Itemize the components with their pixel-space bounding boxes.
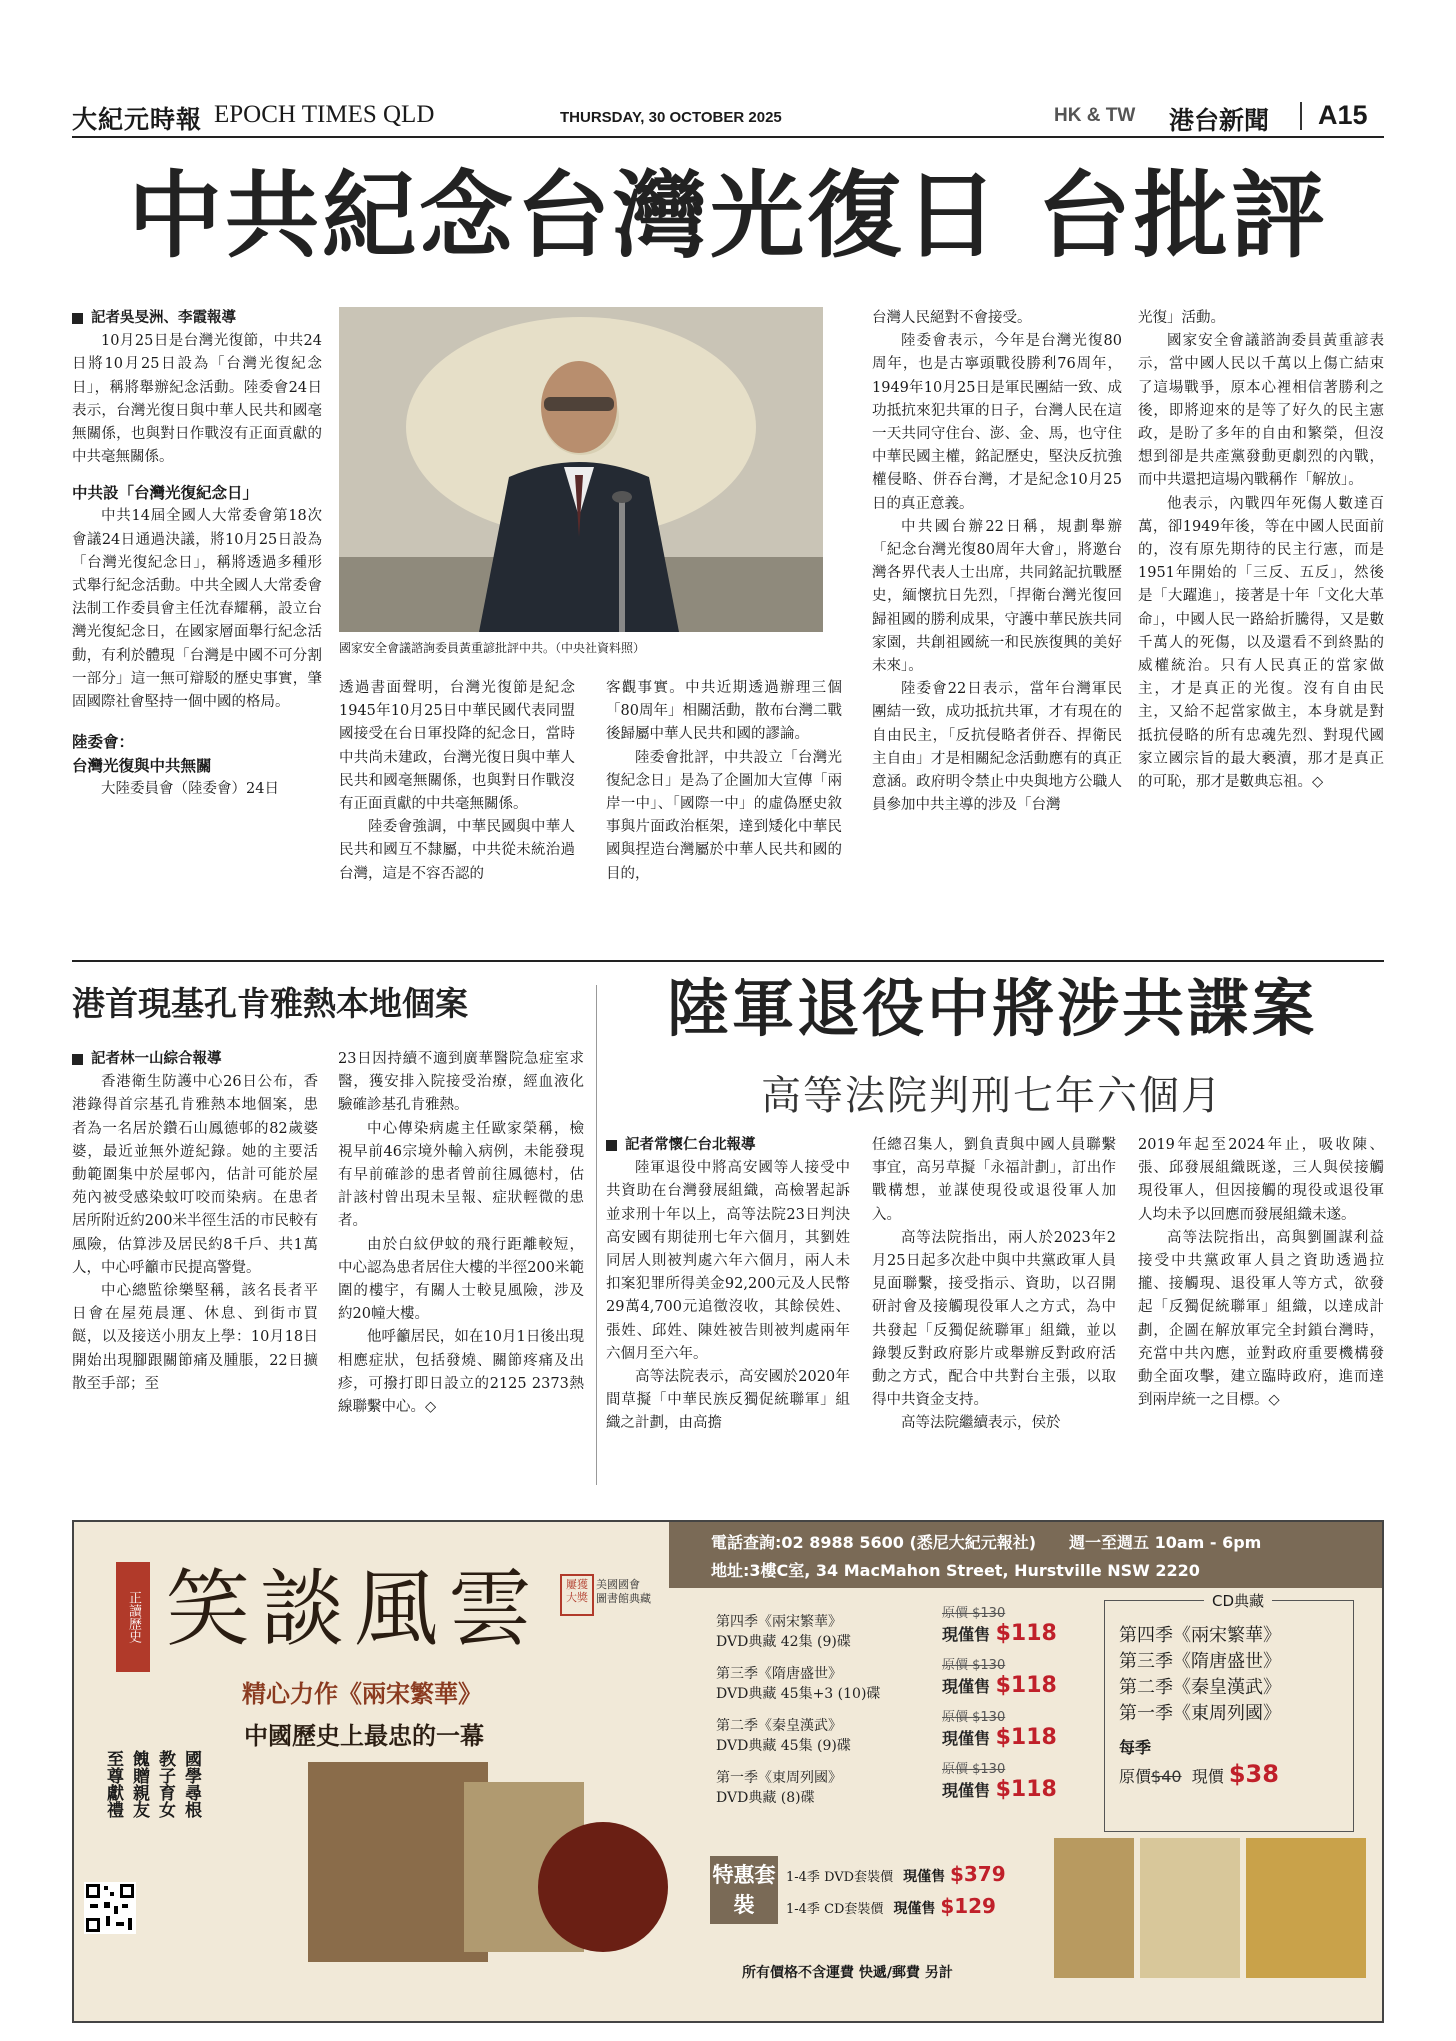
ad-phone: 電話查詢:02 8988 5600 (悉尼大紀元報社) xyxy=(711,1533,1037,1552)
ad-slogan-secondary: 中國歷史上最忠的一幕 xyxy=(244,1721,484,1750)
ad-set-prices xyxy=(786,1860,1006,1924)
ad-dvd-item xyxy=(716,1768,966,1820)
ad-set-price: $379 xyxy=(949,1862,1006,1886)
article1-col2 xyxy=(339,677,575,886)
ad-set-now-label: 現僅售 xyxy=(903,1869,946,1885)
ad-price-current: $118 xyxy=(995,1621,1057,1646)
article1-photo xyxy=(339,307,823,632)
ad-dvd-season: 第一季《東周列國》 xyxy=(716,1770,842,1786)
ad-title: 笑談風雲 xyxy=(166,1560,543,1658)
article2-paragraph: 由於白紋伊蚊的飛行距離較短，中心認為患者居住大樓的半徑200米範圍的樓宇，有關人士較見風險，涉及約20幢大樓。 xyxy=(338,1236,584,1323)
ad-price-original: 原價 $130 xyxy=(942,1710,1006,1725)
article1-paragraph: 陸委會批評，中共設立「台灣光復紀念日」是為了企圖加大宣傳「兩岸一中」、「國際一中」的虛偽歷史敘事與片面政治框架，達到矮化中華民國與捏造台灣屬於中華人民共和國的目的， xyxy=(606,749,842,882)
ad-award-seal: 屢獲大獎 xyxy=(560,1574,594,1616)
ad-cd-orig-price: $40 xyxy=(1151,1767,1182,1786)
ad-price-label: 現僅售 xyxy=(942,1729,991,1748)
article1-paragraph: 陸委會表示，今年是台灣光復80周年，也是古寧頭戰役勝利76周年，1949年10月25日是軍民團結一致、成功抵抗來犯共軍的日子，台灣人民在這一天共同守住台、澎、金、馬，也守住中華民國主權，銘記歷史，堅決反抗強權侵略、併吞台灣，才是紀念10月25日的真正意義。 xyxy=(872,333,1122,512)
article2-paragraph: 23日因持續不適到廣華醫院急症室求醫，獲安排入院接受治療，經血液化驗確診基孔肯雅熱。 xyxy=(338,1051,584,1114)
ad-dvd-item xyxy=(716,1612,966,1664)
product-image xyxy=(1246,1838,1366,1978)
ad-vertical-phrases xyxy=(104,1750,204,1860)
ad-vertical-phrase: 餽贈親友 xyxy=(129,1750,149,1818)
article1-paragraph: 透過書面聲明，台灣光復節是紀念1945年10月25日中華民國代表同盟國接受在台日軍投降的紀念日，當時中共尚未建政，台灣光復日與中華人民共和國毫無關係，也與對日作戰沒有正面貢獻的中共毫無關係。 xyxy=(339,680,575,813)
article1-paragraph: 陸委會強調，中華民國與中華人民共和國互不隸屬，中共從未統治過台灣，這是不容否認的 xyxy=(339,819,575,882)
article1-paragraph: 光復」活動。 xyxy=(1138,310,1225,326)
article2-paragraph: 中心傳染病處主任歐家榮稱，檢視早前46宗境外輸入病例，未能發現有早前確診的患者曾前往鳳德村，估計該村曾出現未呈報、症狀輕微的患者。 xyxy=(338,1120,584,1230)
article1-paragraph: 中共國台辦22日稱，規劃舉辦「紀念台灣光復80周年大會」，將邀台灣各界代表人士出席，共同銘記抗戰歷史，緬懷抗日先烈，「捍衛台灣光復回歸祖國的勝利成果，守護中華民族共同家園，共創祖國統一和民族復興的美好未來」。 xyxy=(872,518,1122,675)
ad-cd-item: 第四季《兩宋繁華》 xyxy=(1119,1625,1281,1646)
dvd-disc-image xyxy=(538,1822,668,1952)
main-headline: 中共紀念台灣光復日 台批評 xyxy=(128,162,1328,271)
ad-contact-bar xyxy=(669,1522,1384,1588)
article1-col3 xyxy=(606,677,842,886)
ad-cd-item: 第二季《秦皇漢武》 xyxy=(1119,1677,1281,1698)
article1-paragraph: 他表示，內戰四年死傷人數達百萬，卻1949年後，等在中國人民面前的，沒有原先期待的民主行憲，而是1951年開始的「三反、五反」，然後是「大躍進」，接著是十年「文化大革命」，中國人民一路給折騰得，又是數千萬人的死傷，以及還看不到終點的威權統治。只有人民真正的當家做主，才是真正的光復。沒有自由民主，又給不起當家做主，本身就是對抵抗侵略的所有忠魂先烈、對現代國家立國宗旨的最大褻瀆，那才是真正的可恥，那才是數典忘祖。◇ xyxy=(1138,495,1384,791)
masthead-date: THURSDAY, 30 OCTOBER 2025 xyxy=(560,109,782,126)
ad-dvd-detail: DVD典藏 45集 (9)碟 xyxy=(716,1738,851,1754)
product-image xyxy=(1140,1838,1240,1978)
ad-price-current: $118 xyxy=(995,1725,1057,1750)
ad-dvd-detail: DVD典藏 (8)碟 xyxy=(716,1790,815,1806)
ad-special-badge: 特惠套裝 xyxy=(710,1856,778,1924)
article3-paragraph: 高等法院表示，高安國於2020年間草擬「中華民族反獨促統聯軍」組織之計劃，由高擔 xyxy=(606,1369,850,1432)
ad-price-original: 原價 $130 xyxy=(942,1762,1006,1777)
ad-vertical-phrase: 教子育女 xyxy=(155,1750,175,1818)
ad-price-label: 現僅售 xyxy=(942,1781,991,1800)
ad-dvd-season: 第三季《隋唐盛世》 xyxy=(716,1666,842,1682)
product-image xyxy=(1054,1838,1134,1978)
ad-vertical-tag: 正讀歷史 xyxy=(116,1562,150,1672)
article1-subhead: 中共設「台灣光復紀念日」 xyxy=(72,484,259,503)
ad-price-label: 現僅售 xyxy=(942,1677,991,1696)
ad-set-label: 1-4季 DVD套裝價 xyxy=(786,1870,894,1885)
article3-col1 xyxy=(606,1134,850,1436)
article1-paragraph: 大陸委員會（陸委會）24日 xyxy=(101,781,279,798)
article1-paragraph: 中共14屆全國人大常委會第18次會議24日通過決議，將10月25日設為「台灣光復紀念日」，稱將透過多種形式舉行紀念活動。中共全國人大常委會法制工作委員會主任沈春耀稱，設立台灣光復紀念日，在國家層面舉行紀念活動，有利於體現「台灣是中國不可分割一部分」這一無可辯駁的歷史事實，肇固國際社會堅持一個中國的格局。 xyxy=(72,508,322,711)
ad-cd-now-label: 現價 xyxy=(1191,1767,1224,1786)
article1-paragraph: 10月25日是台灣光復節，中共24日將10月25日設為「台灣光復紀念日」，稱將舉辦紀念活動。陸委會24日表示，台灣光復日與中華人民共和國毫無關係，也與對日作戰沒有正面貢獻的中共毫無關係。 xyxy=(72,333,322,466)
article1-col4 xyxy=(872,307,1122,817)
section-name-zh: 港台新聞 xyxy=(1169,106,1270,135)
article1-paragraph: 台灣人民絕對不會接受。 xyxy=(872,310,1032,326)
ad-dvd-detail: DVD典藏 45集+3 (10)碟 xyxy=(716,1686,881,1702)
advertisement xyxy=(72,1520,1384,2023)
article1-subhead: 台灣光復與中共無關 xyxy=(72,757,212,776)
dvd-box-image xyxy=(308,1762,488,1962)
article1-paragraph: 國家安全會議諮詢委員黃重諺表示，當中國人民以千萬以上傷亡結束了這場戰爭，原本心裡相信著勝利之後，即將迎來的是等了好久的民主憲政，是盼了多年的自由和繁榮，但沒想到卻是共產黨發動更劇烈的內戰，而中共還把這場內戰稱作「解放」。 xyxy=(1138,333,1384,489)
column-divider xyxy=(596,985,597,1485)
article2-col1 xyxy=(72,1048,318,1396)
article1-paragraph: 客觀事實。中共近期透過辦理三個「80周年」相關活動，散布台灣二戰後歸屬中華人民共和國的謬論。 xyxy=(606,680,842,743)
ad-price-current: $118 xyxy=(995,1777,1057,1802)
ad-set-price: $129 xyxy=(940,1894,996,1918)
ad-set-label: 1-4季 CD套裝價 xyxy=(786,1902,884,1917)
article3-paragraph: 2019年起至2024年止，吸收陳、張、邱發展組織既遂，三人與侯接觸現役軍人，但因接觸的現役或退役軍人均未予以回應而發展組織未遂。 xyxy=(1138,1137,1384,1223)
masthead xyxy=(72,98,1384,138)
ad-library-note: 美國國會 圖書館典藏 xyxy=(596,1578,651,1605)
section-divider xyxy=(72,960,1384,962)
ad-price-original: 原價 $130 xyxy=(942,1658,1006,1673)
ad-cd-item: 第三季《隋唐盛世》 xyxy=(1119,1651,1281,1672)
ad-address: 地址:3樓C室, 34 MacMahon Street, Hurstville NSW 2220 xyxy=(711,1561,1200,1580)
qr-code-icon[interactable] xyxy=(84,1882,136,1934)
page-number: A15 xyxy=(1318,100,1368,130)
article2-paragraph: 他呼籲居民，如在10月1日後出現相應症狀，包括發燒、關節疼痛及出疹，可撥打即日設立的2125 2373熱線聯繫中心。◇ xyxy=(338,1329,584,1416)
article2-headline: 港首現基孔肯雅熱本地個案 xyxy=(72,984,468,1023)
ad-cd-orig-label: 原價 xyxy=(1119,1767,1152,1786)
ad-vertical-phrase: 國學尋根 xyxy=(181,1750,201,1818)
ad-dvd-list xyxy=(716,1612,966,1820)
masthead-logo: 大紀元時報 xyxy=(72,105,203,134)
article2-paragraph: 香港衛生防護中心26日公布，香港錄得首宗基孔肯雅熱本地個案，患者為一名居於鑽石山鳳德邨的82歲婆婆，最近並無外遊紀錄。她的主要活動範圍集中於屋邨內，估計可能於屋苑內被受感染蚊叮咬而染病。在患者居所附近約200米半徑生活的市民較有風險，估算涉及居民約8千戶、共1萬人，中心呼籲市民提高警覺。 xyxy=(72,1074,318,1276)
article2-paragraph: 中心總監徐樂堅稱，該名長者平日會在屋苑晨運、休息、到街市買餸，以及接送小朋友上學：10月18日開始出現腳跟關節痛及腫脹，22日擴散至手部；至 xyxy=(72,1283,318,1392)
article2-col2 xyxy=(338,1048,584,1419)
article2-byline: 記者林一山綜合報導 xyxy=(72,1048,318,1071)
article3-col3 xyxy=(1138,1134,1384,1412)
photo-caption: 國家安全會議諮詢委員黃重諺批評中共。（中央社資料照） xyxy=(339,641,646,655)
article3-col2 xyxy=(872,1134,1116,1436)
ad-cd-now-price: $38 xyxy=(1228,1760,1279,1788)
article3-paragraph: 任總召集人，劉負責與中國人員聯繫事宜，高另草擬「永福計劃」，訂出作戰構想，並謀使現役或退役軍人加入。 xyxy=(872,1137,1116,1223)
article3-subheadline: 高等法院判刑七年六個月 xyxy=(761,1073,1223,1119)
speaker-photo-illustration xyxy=(339,307,823,632)
ad-price-label: 現僅售 xyxy=(942,1625,991,1644)
ad-cd-each-label: 每季 xyxy=(1119,1738,1152,1757)
ad-dvd-season: 第二季《秦皇漢武》 xyxy=(716,1718,842,1734)
article3-paragraph: 高等法院指出，高與劉圖謀利益接受中共黨政軍人員之資助透過拉攏、接觸現、退役軍人等方式，欲發起「反獨促統聯軍」組織，以達成計劃，企圖在解放軍完全封鎖台灣時，充當中共內應，並對政府重要機構發動全面攻擊，建立臨時政府，進而達到兩岸統一之目標。◇ xyxy=(1138,1229,1384,1409)
article1-paragraph: 陸委會22日表示，當年台灣軍民團結一致，成功抵抗共軍，才有現在的自由民主，「反抗侵略者併吞、捍衛民主自由」才是相關紀念活動應有的真正意涵。政府明令禁止中央與地方公職人員參加中共主導的涉及「台灣 xyxy=(872,681,1122,814)
article1-col5 xyxy=(1138,307,1384,794)
masthead-paper-name: EPOCH TIMES QLD xyxy=(214,101,435,128)
ad-set-now-label: 現僅售 xyxy=(893,1901,936,1917)
ad-dvd-detail: DVD典藏 42集 (9)碟 xyxy=(716,1634,851,1650)
article3-headline: 陸軍退役中將涉共諜案 xyxy=(666,972,1317,1045)
ad-cd-price xyxy=(1119,1761,1339,1790)
article3-paragraph: 陸軍退役中將高安國等人接受中共資助在台灣發展組織，高檢署起訴並求刑十年以上，高等法院23日判決高安國有期徒刑七年六個月，其劉姓同居人則被判處六年六個月，兩人未扣案犯罪所得美金92,200元及人民幣29萬4,700元追徵沒收，其餘侯姓、張姓、邱姓、陳姓被告則被判處兩年六個月至六年。 xyxy=(606,1160,850,1362)
article1-subhead: 陸委會： xyxy=(72,733,135,752)
article1-col1 xyxy=(72,307,322,801)
ad-hours: 週一至週五 10am - 6pm xyxy=(1069,1533,1262,1552)
ad-dvd-season: 第四季《兩宋繁華》 xyxy=(716,1614,842,1630)
ad-slogan: 精心力作《兩宋繁華》 xyxy=(242,1680,482,1708)
section-name-en: HK & TW xyxy=(1054,105,1136,126)
ad-footer-note: 所有價格不含運費 快遞/郵費 另計 xyxy=(742,1965,953,1981)
ad-price-current: $118 xyxy=(995,1673,1057,1698)
article1-byline: 記者吳旻洲、李霞報導 xyxy=(72,307,322,330)
masthead-divider xyxy=(1300,102,1302,130)
ad-cd-box xyxy=(1104,1600,1354,1832)
ad-cd-item: 第一季《東周列國》 xyxy=(1119,1703,1281,1724)
article3-paragraph: 高等法院指出，兩人於2023年2月25日起多次赴中與中共黨政軍人員見面聯繫，接受指示、資助，以召開研討會及接觸現役軍人之方式，為中共發起「反獨促統聯軍」組織，並以錄製反對政府影片或舉辦反對政府活動之方式，配合中共對台主張，以取得中共資金支持。 xyxy=(872,1229,1116,1409)
ad-cd-title: CD典藏 xyxy=(1204,1590,1272,1611)
ad-vertical-phrase: 至尊獻禮 xyxy=(103,1750,123,1818)
article3-paragraph: 高等法院繼續表示，侯於 xyxy=(901,1415,1061,1432)
ad-dvd-item xyxy=(716,1664,966,1716)
article3-byline: 記者常懷仁台北報導 xyxy=(606,1134,850,1157)
ad-dvd-item xyxy=(716,1716,966,1768)
ad-price-original: 原價 $130 xyxy=(942,1606,1006,1621)
